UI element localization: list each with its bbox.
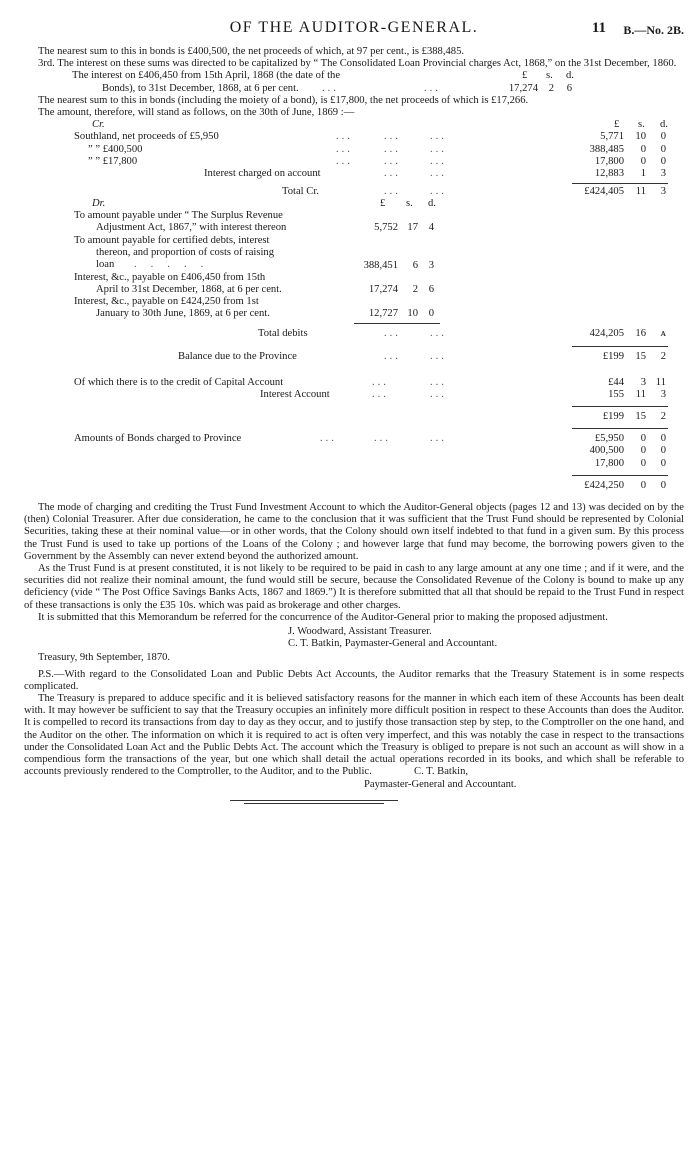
bonds-row: 400,500 0 0: [589, 445, 666, 457]
body-paragraph-1: The mode of charging and crediting the Trust Fund Investment Account to which the Auditor-General objects (pages 12 and 13) was decided on by the (then) Colonial Treasurer. After due consideration, he came to the conclusion that it was sufficient that the Trust Fund should be represented by Colonial Securities, taking these at their nominal value—or in other words, that the Colony should own itself indebted to that fund in a given sum. By this process the Trust Fund is used to take up portions of the Loans of the Colony ; and however large that fund may become, the borrowing powers given to the Government by the Assembly can never extend beyond the authorized amount.: [24, 502, 684, 562]
credit-total-row: Total Cr. ... ... £424,405 11 3: [282, 186, 666, 198]
credit-total-label: Total Cr.: [282, 186, 319, 198]
debit-heading: Dr.: [92, 198, 106, 210]
intro-paragraph-2: 3rd. The interest on these sums was directed to be capitalized by “ The Consolidated Loan Provincial charges Act, 1868,” on the 31st December, 1860.: [38, 58, 677, 70]
intro-paragraph-1: The nearest sum to this in bonds is £400,500, the net proceeds of which, at 97 per cent., is £388,485.: [38, 46, 465, 57]
credit-row: ” ” £17,800 ... ... ... 17,800 0 0: [88, 155, 666, 167]
end-rule: [24, 791, 684, 809]
running-title: OF THE AUDITOR-GENERAL.: [229, 19, 479, 36]
debit-table: Dr. £ s. d. To amount payable under “ The Surplus Revenue Adjustment Act, 1867,” with interest thereon 5,752 17 4 To amount payable for certified debts, interest thereon, and proportion of costs of raising loan ..... 388,451 6 3 Interest, &c., payable on £406,450 from 15th April to 31st December, 1868, at 6 per cent. 17,274 2 6 Interest, &c., payable on £424,250 from 1st January to 30th June, 1869, at 6 per cent. 12,727 10 0: [74, 198, 436, 320]
balance-row: Balance due to the Province ... ... £199 15 2: [178, 350, 666, 362]
debit-total-row: Total debits ... ... 424,205 16 ᴀ: [258, 328, 666, 340]
col-pounds: £: [522, 70, 528, 82]
interest-line-2: Bonds), to 31st December, 1868, at 6 per cent.: [102, 82, 299, 94]
debit-total-label: Total debits: [258, 328, 308, 340]
col-pounds: £: [614, 119, 620, 131]
document-page: [24, 20, 684, 809]
body-paragraph-2: As the Trust Fund is at present constituted, it is not likely to be required to be paid in cash to any large amount at any one time ; and if it were, and the securities did not realize their nominal amount, the fund would still be secure, because the Consolidated Revenue of the Colony is bound to make up any deficiency (vide “ The Post Office Savings Banks Acts, 1867 and 1869.”) It is therefore submitted that all that should be repaid to the Trust Fund in respect of these transactions is only the £35 10s. which was paid as brokerage and other charges.: [24, 563, 684, 611]
credit-of-total-row: £199 15 2: [602, 411, 666, 423]
col-pence: d.: [660, 119, 668, 131]
col-shillings: s.: [546, 70, 553, 82]
col-shillings: s.: [638, 119, 645, 131]
postscript-paragraph-1: P.S.—With regard to the Consolidated Loan and Public Debts Act Accounts, the Auditor remarks that the Treasury Statement is in some respects complicated.: [24, 668, 684, 692]
capital-account-row: Of which there is to the credit of Capital Account ... ... £44 3 11: [74, 376, 666, 388]
credit-heading: Cr.: [92, 119, 105, 131]
place-date: Treasury, 9th September, 1870.: [38, 652, 171, 664]
signature-woodward: J. Woodward, Assistant Treasurer.: [288, 626, 432, 638]
credit-row: ” ” £400,500 ... ... ... 388,485 0 0: [88, 143, 666, 155]
interest-pounds: 17,274: [508, 82, 538, 94]
signature-batkin: C. T. Batkin, Paymaster-General and Accountant.: [288, 638, 498, 650]
interest-shillings: 2: [548, 82, 554, 94]
interest-line-1: The interest on £406,450 from 15th April, 1868 (the date of the: [72, 70, 341, 82]
intro-paragraph-4: The amount, therefore, will stand as follows, on the 30th of June, 1869 :—: [38, 106, 355, 118]
interest-cols-row: [24, 70, 684, 82]
body-paragraph-3: It is submitted that this Memorandum be referred for the concurrence of the Auditor-General prior to making the proposed adjustment.: [38, 611, 608, 623]
page-header: [24, 20, 684, 46]
credit-total-pounds: £424,405: [584, 186, 624, 198]
credit-table: [24, 119, 684, 198]
postscript-paragraph-2: The Treasury is prepared to adduce specific and it is believed satisfactory reasons for the manner in which each item of these Accounts has been dealt with. It may however be sufficient to say that the Treasury occupies an infinitely more difficult position in respect to these Accounts than does the Auditor. It is compelled to record its transactions from day to day as they occur, and to justify those transaction step by step, to the Comptroller on the one hand, and the Auditor on the other. The information on which it is required to act is often very imperfect, and this was notably the case in respect to the transactions under the Consolidated Loan Act and the Public Debts Act. The account which the Treasury is obliged to prepare is not such an account as will show in a compendious form the transactions of the year, but one which shall detail the actual operations recorded in its books, and which shall be referable to accounts previously rendered to the Comptroller, to the Auditor, and to the Public.: [24, 693, 684, 778]
bonds-row: Amounts of Bonds charged to Province ... ... ... £5,950 0 0: [74, 433, 666, 445]
page-number: 11: [591, 20, 606, 36]
interest-account-row: Interest Account ... ... 155 11 3: [260, 388, 666, 400]
interest-amount-row: Bonds), to 31st December, 1868, at 6 per cent. ... ... 17,274 2 6: [102, 82, 572, 94]
credit-header-row: [24, 119, 684, 131]
col-pence: d.: [566, 70, 574, 82]
interest-pence: 6: [566, 82, 572, 94]
postscript-signature-name: C. T. Batkin,: [414, 766, 469, 778]
bonds-total-row: £424,250 0 0: [584, 479, 666, 491]
document-reference: B.—No. 2B.: [623, 23, 684, 37]
credit-row: Interest charged on account ... ... 12,883 1 3: [204, 167, 666, 179]
intro-paragraph-3: The nearest sum to this in bonds (including the moiety of a bond), is £17,800, the net proceeds of which is £17,266.: [38, 94, 529, 106]
balance-label: Balance due to the Province: [178, 350, 297, 362]
credit-row: Southland, net proceeds of £5,950 ... ... ... 5,771 10 0: [74, 131, 666, 143]
bonds-row: 17,800 0 0: [594, 457, 666, 469]
postscript-signature-title: Paymaster-General and Accountant.: [364, 778, 517, 790]
